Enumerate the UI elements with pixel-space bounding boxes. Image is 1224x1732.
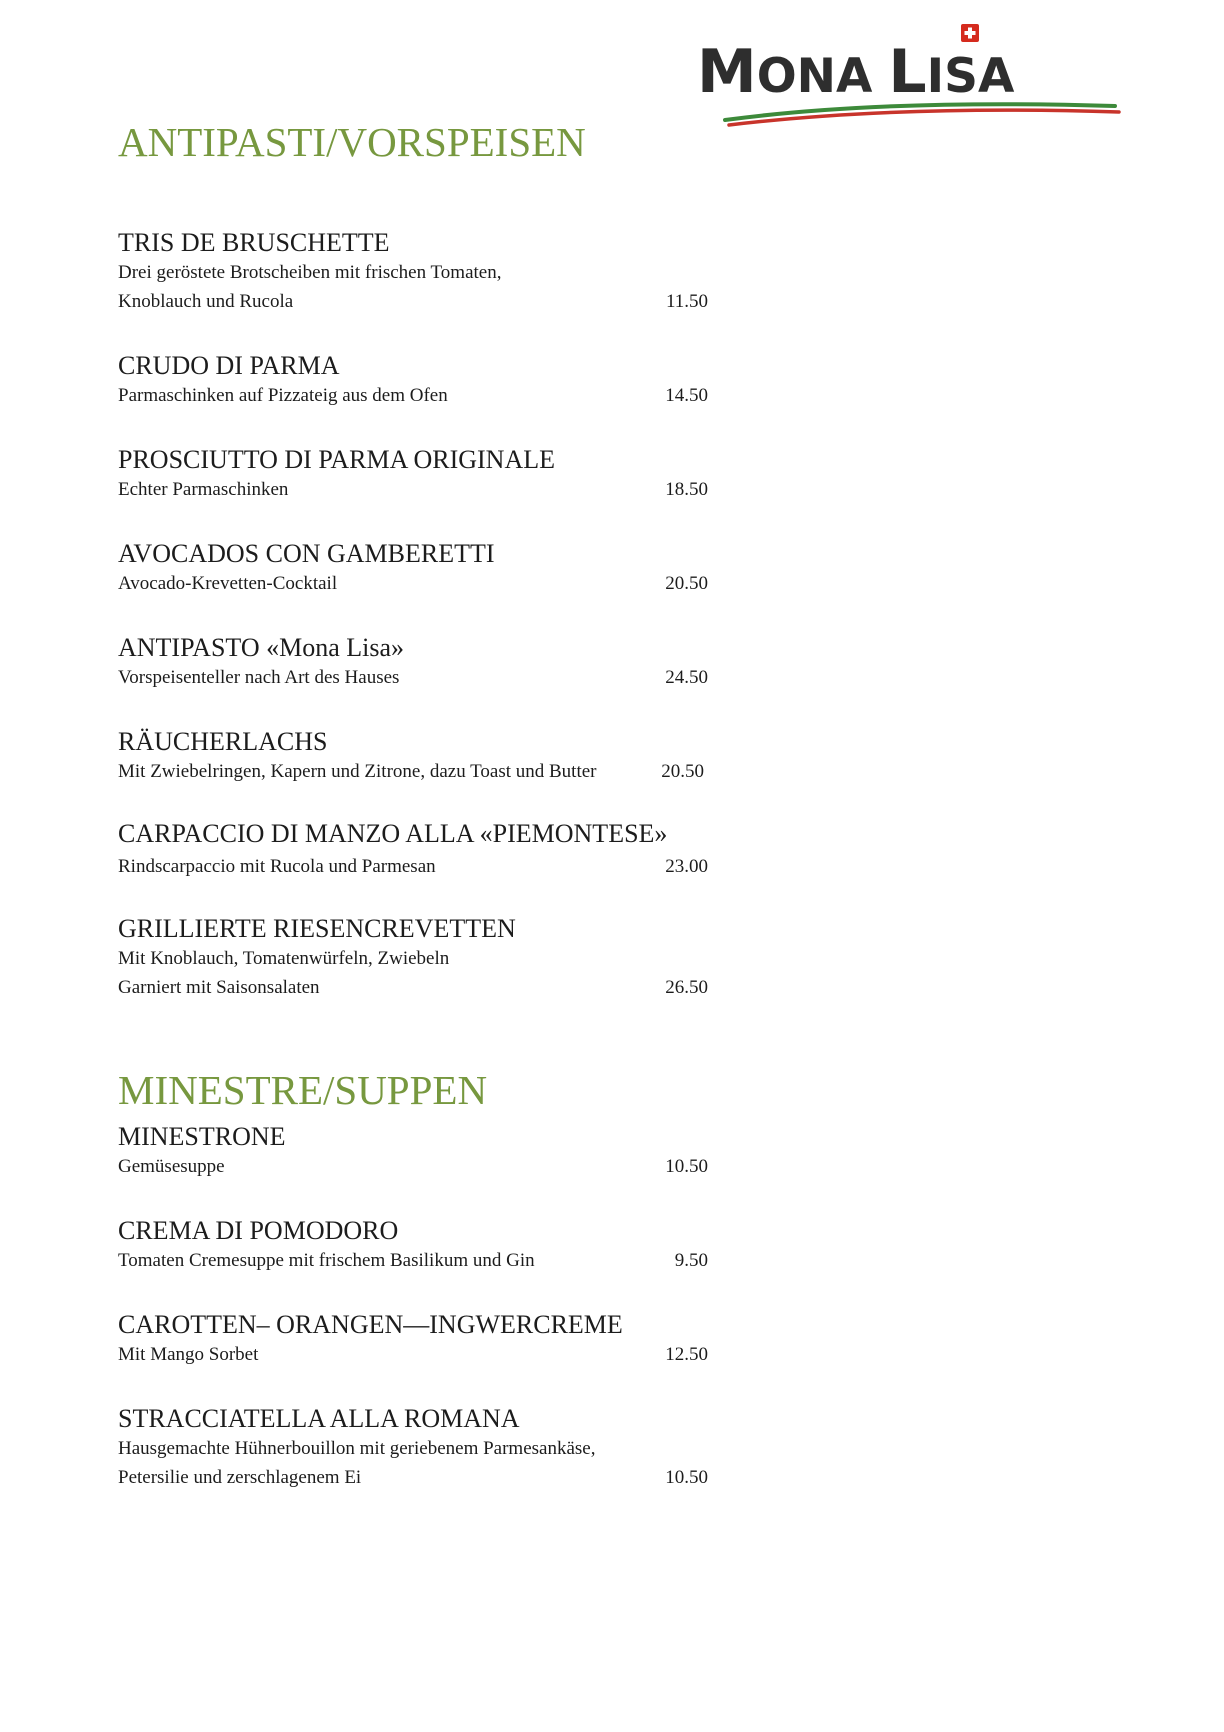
menu-item-carpaccio-di-manzo <box>118 819 718 881</box>
menu-item-carotten-orangen-ingwercreme <box>118 1310 718 1369</box>
logo-graphic <box>695 20 1125 130</box>
item-name: CRUDO DI PARMA <box>118 351 340 380</box>
menu-item-raeucherlachs <box>118 727 718 786</box>
item-price: 20.50 <box>665 573 708 594</box>
item-description-line: Echter Parmaschinken <box>118 479 289 500</box>
item-description-line: Gemüsesuppe <box>118 1156 225 1177</box>
menu-item-minestrone <box>118 1122 718 1181</box>
item-name: PROSCIUTTO DI PARMA ORIGINALE <box>118 445 555 474</box>
item-description <box>118 381 718 410</box>
item-description <box>118 852 718 881</box>
item-description <box>118 1340 718 1369</box>
item-price: 11.50 <box>665 291 708 312</box>
menu-item-grillierte-riesencrevetten <box>118 914 718 1002</box>
item-price: 26.50 <box>665 977 708 998</box>
logo-letter-l: L <box>888 37 927 107</box>
logo-swoosh <box>725 104 1119 125</box>
item-description-line: Hausgemachte Hühnerbouillon mit geriebenem Parmesankäse, <box>118 1438 596 1459</box>
item-price: 10.50 <box>665 1156 708 1177</box>
section-title-antipasti: ANTIPASTI/VORSPEISEN <box>118 119 586 165</box>
svg-text:MONALISA <box>697 37 1015 107</box>
item-price: 14.50 <box>665 385 708 406</box>
section-title-minestre: MINESTRE/SUPPEN <box>118 1067 488 1113</box>
item-description-line: Mit Mango Sorbet <box>118 1344 259 1365</box>
item-description <box>118 663 718 692</box>
item-description-line: Garniert mit Saisonsalaten <box>118 977 320 998</box>
item-name: AVOCADOS CON GAMBERETTI <box>118 539 495 568</box>
item-name: TRIS DE BRUSCHETTE <box>118 228 390 257</box>
item-name: STRACCIATELLA ALLA ROMANA <box>118 1404 520 1433</box>
item-description-line: Petersilie und zerschlagenem Ei <box>118 1467 362 1488</box>
menu-item-stracciatella-alla-romana <box>118 1404 718 1492</box>
item-price: 24.50 <box>665 667 708 688</box>
item-price: 23.00 <box>665 856 708 877</box>
logo-letters-isa: ISA <box>926 49 1015 104</box>
logo-letter-m: M <box>697 37 757 107</box>
item-description-line: Avocado-Krevetten-Cocktail <box>118 573 338 594</box>
item-name: RÄUCHERLACHS <box>118 727 328 756</box>
item-description <box>118 1152 718 1181</box>
swiss-cross-icon <box>961 24 979 42</box>
item-description <box>118 258 718 316</box>
item-description <box>118 757 718 786</box>
item-description-line: Tomaten Cremesuppe mit frischem Basilikum und Gin <box>118 1250 535 1271</box>
item-description <box>118 1434 718 1492</box>
item-price: 18.50 <box>665 479 708 500</box>
item-name: MINESTRONE <box>118 1122 286 1151</box>
item-description <box>118 475 718 504</box>
item-price: 20.50 <box>661 761 704 782</box>
item-name: CREMA DI POMODORO <box>118 1216 399 1245</box>
item-name: GRILLIERTE RIESENCREVETTEN <box>118 914 516 943</box>
menu-item-tris-de-bruschette <box>118 228 718 316</box>
menu-item-crema-di-pomodoro <box>118 1216 718 1275</box>
item-description-line: Parmaschinken auf Pizzateig aus dem Ofen <box>118 385 448 406</box>
item-description-line: Drei geröstete Brotscheiben mit frischen Tomaten, <box>118 262 502 283</box>
item-description <box>118 1246 718 1275</box>
item-description-line: Mit Zwiebelringen, Kapern und Zitrone, dazu Toast und Butter <box>118 761 597 782</box>
menu-item-avocados-con-gamberetti <box>118 539 718 598</box>
item-description-line: Vorspeisenteller nach Art des Hauses <box>118 667 400 688</box>
item-price: 10.50 <box>665 1467 708 1488</box>
item-description <box>118 944 718 1002</box>
menu-item-crudo-di-parma <box>118 351 718 410</box>
item-description <box>118 569 718 598</box>
item-description-line: Rindscarpaccio mit Rucola und Parmesan <box>118 856 436 877</box>
item-name: ANTIPASTO «Mona Lisa» <box>118 633 405 662</box>
item-name: CARPACCIO DI MANZO ALLA «PIEMONTESE» <box>118 819 668 848</box>
menu-item-antipasto-mona-lisa <box>118 633 718 692</box>
logo-letters-ona: ONA <box>756 49 873 104</box>
menu-item-prosciutto-di-parma <box>118 445 718 504</box>
item-description-line: Mit Knoblauch, Tomatenwürfeln, Zwiebeln <box>118 948 450 969</box>
item-name: CAROTTEN– ORANGEN—INGWERCREME <box>118 1310 623 1339</box>
item-description-line: Knoblauch und Rucola <box>118 291 294 312</box>
mona-lisa-logo <box>695 20 1125 130</box>
item-price: 12.50 <box>665 1344 708 1365</box>
item-price: 9.50 <box>674 1250 708 1271</box>
